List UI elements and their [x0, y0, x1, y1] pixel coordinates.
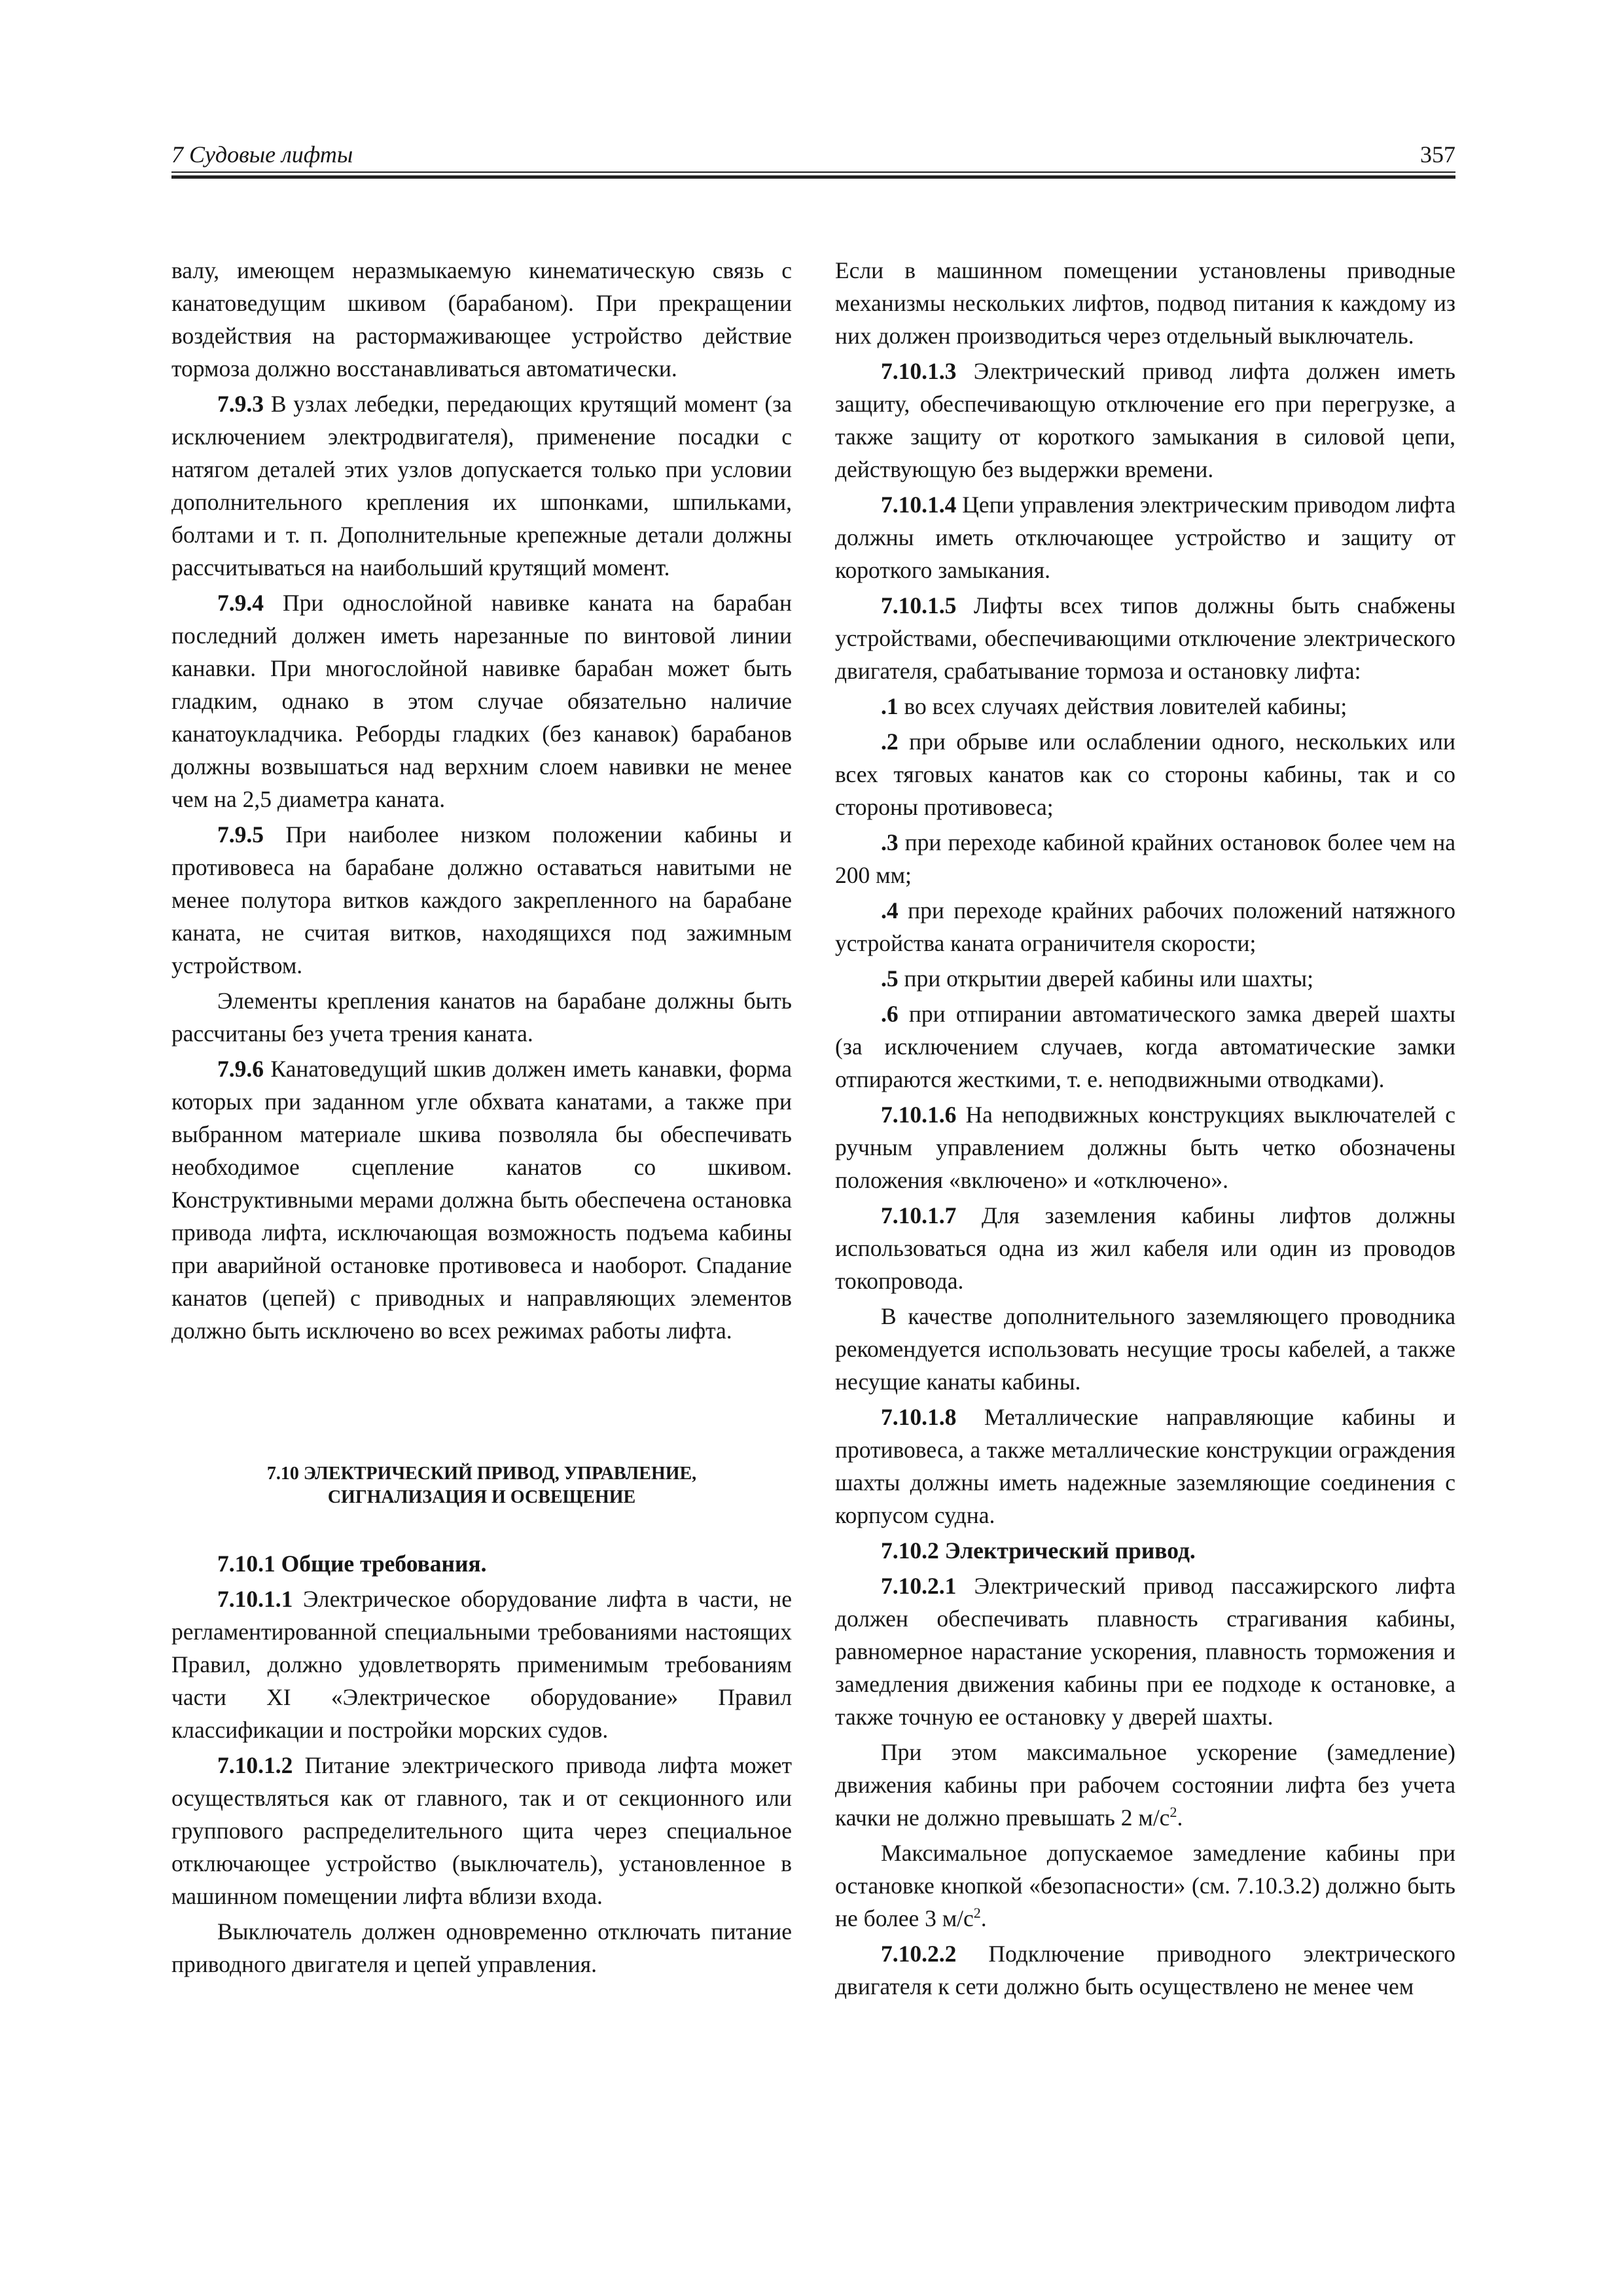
- list-item: .2 при обрыве или ослаблении одного, нескольких или всех тяговых канатов как со стороны кабины, так и со стороны противовеса;: [835, 728, 1455, 820]
- paragraph-7-10-1-6: 7.10.1.6 На неподвижных конструкциях выключателей с ручным управлением должны быть четко обозначены положения «включено» и «отключено».: [835, 1102, 1455, 1193]
- paragraph-7-10-1-4: 7.10.1.4 Цепи управления электрическим приводом лифта должны иметь отключающее устройство и защиту от короткого замыкания.: [835, 492, 1456, 583]
- paragraph-7-10-1-7: 7.10.1.7 Для заземления кабины лифтов должны использоваться одна из жил кабеля или один из проводов токопровода.: [835, 1202, 1455, 1294]
- paragraph-7-9-4: 7.9.4 При однослойной навивке каната на барабан последний должен иметь нарезанные по винтовой линии канавки. При многослойной навивке барабан может быть гладким, однако в этом случае обязательно наличие канатоукладчика. Реборды гладких (без канавок) барабанов должны возвышаться над верхним слоем навивки не менее чем на 2,5 диаметра каната.: [171, 590, 792, 812]
- clause-number: 7.9.5: [217, 821, 264, 848]
- paragraph-7-9-5: 7.9.5 При наиболее низком положении кабины и противовеса на барабане должно оставаться навитыми не менее полутора витков каждого закрепленного на барабане каната, не считая витков, находящихся под зажимным устройством.: [171, 821, 792, 978]
- clause-number: 7.10.2.1: [881, 1573, 957, 1599]
- section-title: 7.10 ЭЛЕКТРИЧЕСКИЙ ПРИВОД, УПРАВЛЕНИЕ,: [266, 1463, 697, 1484]
- paragraph-7-10-1-2: 7.10.1.2 Питание электрического привода лифта может осуществляться как от главного, так и от секционного или группового распределительного щита через специальное отключающее устройство (выключатель), установленное в машинном помещении лифта вблизи входа.: [171, 1752, 792, 1909]
- subsection-heading: 7.10.2 Электрический привод.: [881, 1537, 1196, 1564]
- header-rule-thick: [171, 175, 1455, 179]
- paragraph: Если в машинном помещении установлены приводные механизмы нескольких лифтов, подвод питания к каждому из них должен производиться через отдельный выключатель.: [835, 257, 1455, 349]
- paragraph: В качестве дополнительного заземляющего проводника рекомендуется использовать несущие тросы кабелей, а также несущие канаты кабины.: [835, 1303, 1455, 1395]
- clause-number: 7.10.2.2: [881, 1941, 957, 1967]
- left-column: [171, 254, 792, 1983]
- subsection-heading: 7.10.1 Общие требования.: [217, 1551, 487, 1577]
- paragraph-7-9-6: 7.9.6 Канатоведущий шкив должен иметь канавки, форма которых при заданном угле обхвата канатами, а также при выбранном материале шкива позволяла бы обеспечивать необходимое сцепление канатов со шкивом. Конструктивными мерами должна быть обеспечена остановка привода лифта, исключающая возможность подъема кабины при аварийной остановке противовеса и наоборот. Спадание канатов (цепей) с приводных и направляющих элементов должно быть исключено во всех режимах работы лифта.: [171, 1056, 792, 1344]
- clause-number: 7.9.4: [217, 590, 264, 616]
- clause-number: 7.10.1.6: [881, 1102, 957, 1128]
- paragraph-7-10-2-1: 7.10.2.1 Электрический привод пассажирского лифта должен обеспечивать плавность страгивания кабины, равномерное нарастание ускорения, плавность торможения и замедления движения кабины при ее подходе к остановке, а также точную ее остановку у дверей шахты.: [835, 1573, 1455, 1730]
- header-rule-thin: [171, 171, 1455, 173]
- clause-number: 7.10.1.7: [881, 1202, 957, 1229]
- list-item: .4 при переходе крайних рабочих положений натяжного устройства каната ограничителя скорости;: [835, 897, 1455, 956]
- paragraph-7-9-3: 7.9.3 В узлах лебедки, передающих крутящий момент (за исключением электродвигателя), применение посадки с натягом деталей этих узлов допускается только при условии дополнительного крепления их шпонками, шпильками, болтами и т. п. Дополнительные крепежные детали должны рассчитываться на наибольший крутящий момент.: [171, 391, 792, 581]
- clause-number: 7.10.1.8: [881, 1404, 957, 1430]
- clause-number: 7.9.3: [217, 391, 264, 417]
- section-title: СИГНАЛИЗАЦИЯ И ОСВЕЩЕНИЕ: [327, 1487, 636, 1507]
- paragraph-7-10-1-1: 7.10.1.1 Электрическое оборудование лифта в части, не регламентированной специальными требованиями настоящих Правил, должно удовлетворять применимым требованиям части XI «Электрическое оборудование» Правил классификации и постройки морских судов.: [171, 1586, 792, 1743]
- list-item: .6 при отпирании автоматического замка дверей шахты (за исключением случаев, когда автоматические замки отпираются жесткими, т. е. неподвижными отводками).: [835, 1001, 1455, 1092]
- clause-number: 7.10.1.4: [881, 492, 957, 518]
- paragraph: Выключатель должен одновременно отключать питание приводного двигателя и цепей управления.: [171, 1918, 792, 1977]
- right-column: [835, 254, 1455, 2005]
- list-item: .3 при переходе кабиной крайних остановок более чем на 200 мм;: [835, 829, 1455, 888]
- clause-number: 7.10.1.5: [881, 592, 957, 619]
- clause-number: 7.9.6: [217, 1056, 264, 1082]
- paragraph-7-10-1-8: 7.10.1.8 Металлические направляющие кабины и противовеса, а также металлические конструкции ограждения шахты должны иметь надежные заземляющие соединения с корпусом судна.: [835, 1404, 1455, 1528]
- list-item: .1 во всех случаях действия ловителей кабины;: [881, 693, 1347, 719]
- clause-number: 7.10.1.2: [217, 1752, 293, 1778]
- clause-number: 7.10.1.3: [881, 358, 957, 384]
- paragraph: Элементы крепления канатов на барабане должны быть рассчитаны без учета трения каната.: [171, 988, 792, 1047]
- paragraph-7-10-2-2: 7.10.2.2 Подключение приводного электрического двигателя к сети должно быть осуществлено не менее чем: [835, 1941, 1455, 2000]
- list-item: .5 при открытии дверей кабины или шахты;: [881, 965, 1313, 992]
- paragraph-7-10-1-3: 7.10.1.3 Электрический привод лифта должен иметь защиту, обеспечивающую отключение его при перегрузке, а также защиту от короткого замыкания в силовой цепи, действующую без выдержки времени.: [835, 358, 1455, 482]
- page-number: 357: [1420, 141, 1455, 168]
- paragraph: При этом максимальное ускорение (замедление) движения кабины при рабочем состоянии лифта без учета качки не должно превышать 2 $м/с^2$.: [835, 1739, 1455, 1831]
- paragraph-7-10-1-5: 7.10.1.5 Лифты всех типов должны быть снабжены устройствами, обеспечивающими отключение электрического двигателя, срабатывание тормоза и остановку лифта:: [835, 592, 1455, 684]
- clause-number: 7.10.1.1: [217, 1586, 293, 1612]
- running-header-chapter: 7 Судовые лифты: [171, 141, 353, 168]
- paragraph: валу, имеющем неразмыкаемую кинематическую связь с канатоведущим шкивом (барабаном). При прекращении воздействия на растормаживающее устройство действие тормоза должно восстанавливаться автоматически.: [171, 257, 792, 382]
- paragraph: Максимальное допускаемое замедление кабины при остановке кнопкой «безопасности» (см. 7.10.3.2) должно быть не более 3 $м/с^2$.: [835, 1840, 1455, 1931]
